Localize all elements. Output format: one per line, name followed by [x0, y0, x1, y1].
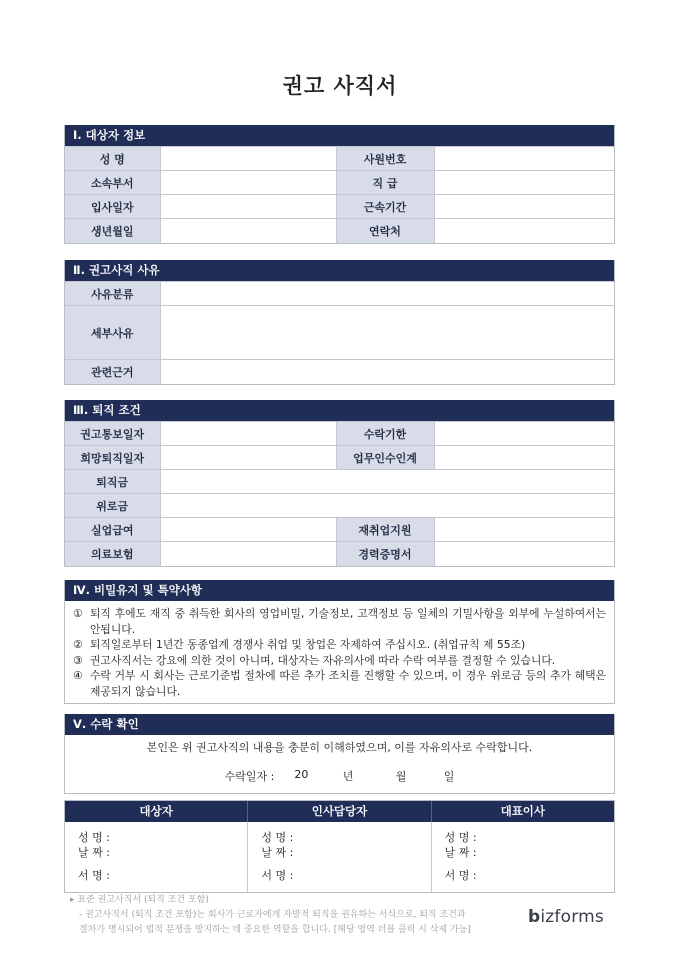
- insurance-field[interactable]: [160, 542, 336, 566]
- date-line: 날 짜 :: [78, 846, 110, 859]
- date-line: 날 짜 :: [261, 846, 294, 859]
- page-title: 권고 사직서: [282, 74, 398, 98]
- reason-category-field[interactable]: [160, 282, 614, 306]
- section-acceptance: [64, 714, 615, 794]
- date-label: 수락일자 :: [224, 770, 275, 783]
- field-label-hire-date: 입사일자: [65, 195, 160, 219]
- footer-note[interactable]: [70, 893, 510, 938]
- signer-header: 대상자: [139, 804, 173, 818]
- note-text: 퇴직일로부터 1년간 동종업계 경쟁사 취업 및 창업은 자제하여 주십시오. (취업규칙 제 55조): [90, 638, 526, 651]
- acceptance-deadline-field[interactable]: [434, 422, 614, 446]
- employee-id-field[interactable]: [434, 147, 614, 171]
- name-line: 성 명 :: [444, 831, 477, 844]
- notes-list: [65, 601, 614, 703]
- career-cert-field[interactable]: [434, 542, 614, 566]
- field-label-birthdate: 생년월일: [65, 219, 160, 243]
- signature-line: 서 명 :: [78, 869, 110, 882]
- field-label-department: 소속부서: [65, 171, 160, 195]
- section-target-info: [64, 125, 615, 244]
- date-line: 날 짜 :: [444, 846, 477, 859]
- year-unit: 년: [342, 770, 354, 783]
- list-item: [73, 606, 606, 637]
- list-item: [73, 637, 606, 653]
- acceptance-statement: 본인은 위 권고사직의 내용을 충분히 이해하였으며, 이를 자유의사로 수락합니다.: [146, 741, 533, 754]
- field-label-insurance: 의료보험: [65, 542, 160, 566]
- name-line: 성 명 :: [78, 831, 110, 844]
- field-label-name: 성 명: [65, 147, 160, 171]
- signer-header: 대표이사: [431, 801, 614, 822]
- rank-field[interactable]: [434, 171, 614, 195]
- handover-field[interactable]: [434, 446, 614, 470]
- section-reason: [64, 260, 615, 385]
- note-text: 권고사직서는 강요에 의한 것이 아니며, 대상자는 자유의사에 따라 수락 여부를 결정할 수 있습니다.: [90, 653, 556, 667]
- notice-date-field[interactable]: [160, 422, 336, 446]
- note-number: ④: [73, 669, 83, 682]
- field-label-contact: 연락처: [336, 219, 434, 243]
- field-label-acceptance-deadline: 수락기한: [336, 422, 434, 446]
- field-label-handover: 업무인수인계: [336, 446, 434, 470]
- note-text: 수락 거부 시 회사는 근로기준법 절차에 따른 추가 조치를 진행할 수 있으며, 이 경우 위로금 등의 추가 혜택은 제공되지 않습니다.: [90, 669, 606, 698]
- severance-field[interactable]: [160, 470, 614, 494]
- field-label-reemployment: 재취업지원: [336, 518, 434, 542]
- day-unit: 일: [443, 770, 455, 783]
- signature-line: 서 명 :: [444, 869, 477, 882]
- footer-title: ▸ 표준 권고사직서 (퇴직 조건 포함): [70, 895, 209, 905]
- list-item: [73, 668, 606, 699]
- note-number: ②: [73, 638, 83, 651]
- note-text: 퇴직 후에도 재직 중 취득한 회사의 영업비밀, 기술정보, 고객정보 등 일체의 기밀사항을 외부에 누설하여서는 안됩니다.: [90, 607, 606, 636]
- field-label-rank: 직 급: [336, 171, 434, 195]
- signature-block-target[interactable]: [65, 822, 247, 892]
- acceptance-date[interactable]: [65, 761, 614, 793]
- signer-header: 인사담당자: [247, 801, 430, 822]
- field-label-consolation: 위로금: [65, 494, 160, 518]
- field-label-unemployment: 실업급여: [65, 518, 160, 542]
- department-field[interactable]: [160, 171, 336, 195]
- unemployment-field[interactable]: [160, 518, 336, 542]
- signature-block-hr[interactable]: [247, 822, 430, 892]
- name-line: 성 명 :: [261, 831, 294, 844]
- hire-date-field[interactable]: [160, 195, 336, 219]
- signature-table: [64, 800, 615, 893]
- signature-line: 서 명 :: [261, 869, 294, 882]
- consolation-field[interactable]: [160, 494, 614, 518]
- section-conditions: [64, 400, 615, 567]
- field-label-desired-date: 희망퇴직일자: [65, 446, 160, 470]
- section-heading: Ⅱ. 권고사직 사유: [65, 260, 614, 281]
- field-label-basis: 관련근거: [65, 360, 160, 384]
- note-number: ③: [73, 653, 83, 667]
- basis-field[interactable]: [160, 360, 614, 384]
- field-label-career-cert: 경력증명서: [336, 542, 434, 566]
- desired-date-field[interactable]: [160, 446, 336, 470]
- section-heading: Ⅳ. 비밀유지 및 특약사항: [65, 580, 614, 601]
- field-label-employee-id: 사원번호: [336, 147, 434, 171]
- year-prefix: 20: [294, 768, 309, 781]
- bizforms-logo: bizforms: [528, 907, 604, 927]
- field-label-reason-detail: 세부사유: [65, 306, 160, 360]
- birthdate-field[interactable]: [160, 219, 336, 243]
- field-label-tenure: 근속기간: [336, 195, 434, 219]
- section-heading: Ⅲ. 퇴직 조건: [65, 400, 614, 421]
- name-field[interactable]: [160, 147, 336, 171]
- footer-desc: - 권고사직서 (퇴직 조건 포함)는 회사가 근로자에게 자발적 퇴직을 권유하는 서식으로, 퇴직 조건과: [79, 910, 466, 920]
- section-heading: Ⅰ. 대상자 정보: [65, 125, 614, 146]
- section-heading: Ⅴ. 수락 확인: [65, 714, 614, 735]
- tenure-field[interactable]: [434, 195, 614, 219]
- field-label-notice-date: 권고통보일자: [65, 422, 160, 446]
- signature-block-ceo[interactable]: [431, 822, 614, 892]
- section-confidentiality: [64, 580, 615, 704]
- reason-detail-field[interactable]: [160, 306, 614, 360]
- field-label-severance: 퇴직금: [65, 470, 160, 494]
- field-label-reason-category: 사유분류: [65, 282, 160, 306]
- list-item: [73, 653, 606, 669]
- month-unit: 월: [395, 770, 407, 783]
- contact-field[interactable]: [434, 219, 614, 243]
- note-number: ①: [73, 607, 83, 620]
- footer-desc: 절차가 명시되어 법적 분쟁을 방지하는 데 중요한 역할을 합니다. [해당 영역 더블 클릭 시 삭제 가능]: [79, 925, 471, 935]
- reemployment-field[interactable]: [434, 518, 614, 542]
